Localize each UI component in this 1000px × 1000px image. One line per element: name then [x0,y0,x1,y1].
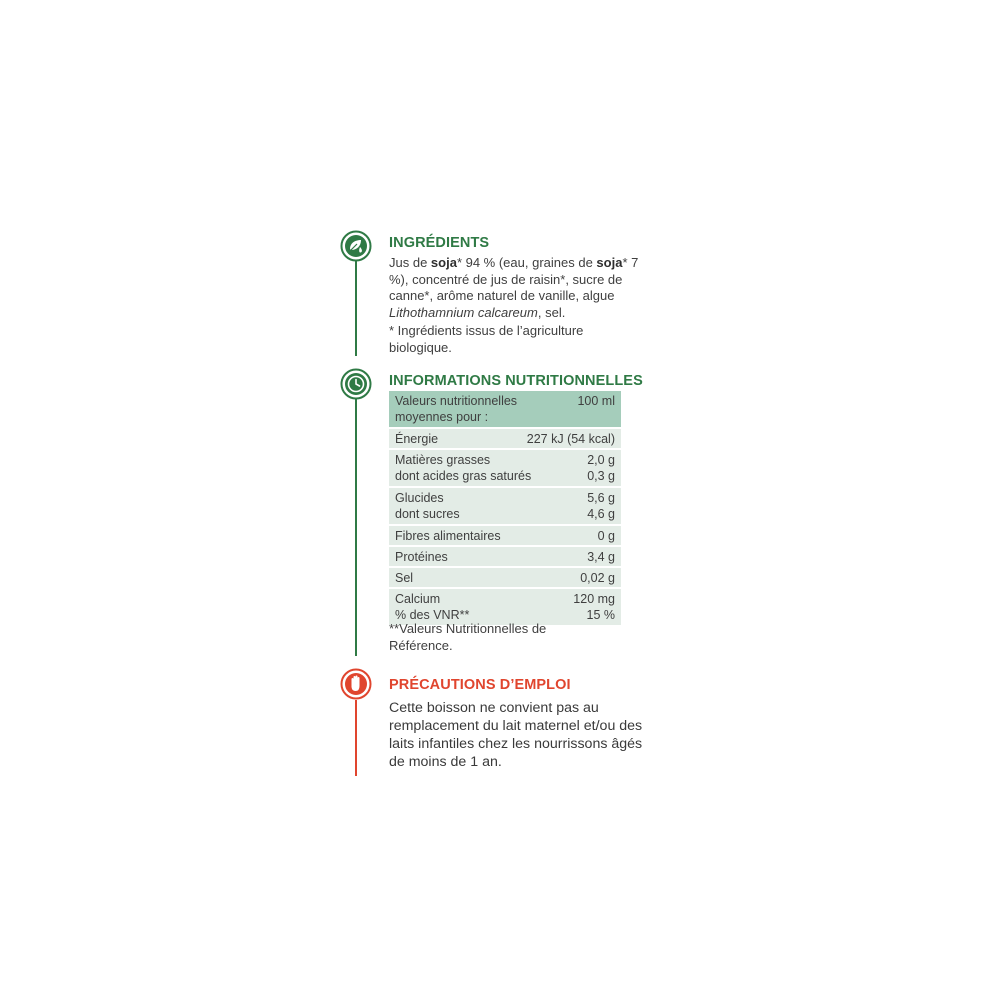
ingredients-footnote: * Ingrédients issus de l’agriculture biologique. [389,323,584,355]
timeline-line-precautions [355,700,357,776]
nutrition-row-protein [389,547,621,568]
precautions-text: Cette boisson ne convient pas au remplacement du lait maternel et/ou des laits infantiles chez les nourrissons âgés de moins de 1 an. [389,700,643,770]
nutrition-row-label: Énergie [395,432,439,446]
nutrition-row-value: 0 g [597,529,615,543]
precautions-title: PRÉCAUTIONS D’EMPLOI [389,677,571,693]
nutrition-row-label: Sel [395,571,414,585]
ingredients-text-part: , sel. [537,304,566,320]
nutrition-header-label: Valeurs nutritionnelles moyennes pour : [395,394,518,424]
nutrition-row-label: Matières grasses [395,453,491,467]
nutrition-row-label: Fibres alimentaires [395,529,501,543]
nutrition-row-label: Calcium [395,592,441,606]
nutrition-row-carbs [389,488,621,526]
nutrition-row-salt [389,568,621,589]
nutrition-row-subvalue: 0,3 g [587,469,615,483]
nutrition-row-sublabel: dont acides gras saturés [395,469,532,483]
nutrition-title: INFORMATIONS NUTRITIONNELLES [389,373,643,389]
nutrition-row-value: 0,02 g [580,571,615,585]
ingredients-text-bold: soja [430,255,457,270]
ingredients-text-italic: Lithothamnium calcareum [389,304,538,320]
leaf-drop-icon [340,230,372,262]
nutrition-row-value: 120 mg [573,592,615,606]
nutrition-row-value: 5,6 g [587,491,615,505]
ingredients-title: INGRÉDIENTS [389,235,490,251]
ingredients-text-part: Jus de [389,255,431,270]
nutrition-row-label: Protéines [395,550,448,564]
nutrition-row-sublabel: % des VNR** [395,608,470,622]
nutrition-row-value: 3,4 g [587,550,615,564]
nutrition-row-energy [389,429,621,450]
nutrition-row-label: Glucides [395,491,444,505]
nutrition-row-fiber [389,526,621,547]
nutrition-row-subvalue: 15 % [586,608,615,622]
timeline-line-ingredients [355,258,357,356]
ingredients-text-bold: soja [596,255,623,270]
nutrition-row-fat [389,450,621,488]
ingredients-text [389,255,641,321]
stop-hand-icon [340,668,372,700]
ingredients-text-part: * 7 %), concentré de jus de raisin*, sucre de canne*, arôme naturel de vanille, algue [389,255,639,303]
nutrition-row-value: 2,0 g [587,453,615,467]
nutrition-footnote: **Valeurs Nutritionnelles de Référence. [389,621,547,653]
nutrition-table-header [389,391,621,429]
nutrition-row-sublabel: dont sucres [395,507,460,521]
nutrition-row-value: 227 kJ (54 kcal) [526,432,615,446]
nutrition-row-subvalue: 4,6 g [587,507,615,521]
timeline-line-nutrition [355,396,357,656]
clock-icon [340,368,372,400]
nutrition-table [389,391,621,627]
ingredients-text-part: * 94 % (eau, graines de [456,255,597,270]
nutrition-header-value: 100 ml [577,394,615,408]
